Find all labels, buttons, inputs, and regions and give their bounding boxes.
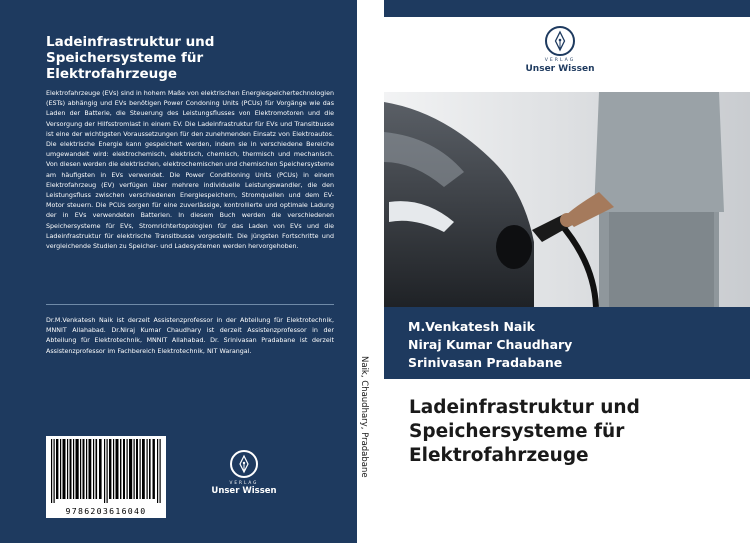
cover-photo bbox=[384, 92, 750, 307]
author-name-2: Niraj Kumar Chaudhary bbox=[408, 337, 573, 352]
author-biography: Dr.M.Venkatesh Naik ist derzeit Assistenzprofessor in der Abteilung für Elektrotechnik, MNNIT Allahabad. Dr.Niraj Kumar Chaudhary ist derzeit Assistenzprofessor in der Abteilung für Elektrotechnik, MNNIT Allahabad. Dr. Srinivasan Pradabane ist derzeit Assistenzprofessor im Fachbereich Elektrotechnik, NIT Warangal. bbox=[46, 317, 334, 355]
back-cover-description: Elektrofahrzeuge (EVs) sind in hohem Maße von elektrischen Energiespeichertechnologien (ESTs) abhängig und EVs benötigen Power Condoning Units (PCUs) für Vorgänge wie das Laden der Batterie, die Steuerung des Leistungsflusses von Elektromotoren und die Versorgung der Hilfsstromlast in einem EV. Die Ladeinfrastruktur für EVs und Transitbusse ist eine der wichtigsten Voraussetzungen für den zunehmenden Einsatz von Elektroautos. Die elektrische Energie kann gespeichert werden, indem sie in verschiedene Bereiche umgewandelt wird: elektrochemisch, elektrisch, chemisch, thermisch und mechanisch. Von diesen werden die elektrischen, elektrochemischen und chemischen Speichersysteme am häufigsten in EVs verwendet. Die Power Conditioning Units (PCUs) in einem Elektrofahrzeug (EV) verfügen über mehrere individuelle Leistungswandler, die den Leistungsfluss zwischen verschiedenen Energiespeichern, Stromquellen und dem EV-Motor steuern. Die PCUs sorgen für eine zuverlässige, kontrollierte und optimale Ladung der in EVs verwendeten Batterien. In diesem Buch werden die verschiedenen Speichersysteme für EVs, Stromrichtertopologien für das Laden von EVs und die Ladeinfrastruktur für elektrische Transitbusse vorgestellt. Die jüngsten Fortschritte und vergleichende Studien zu Speicher- und Ladesystemen werden hervorgehoben. bbox=[46, 90, 334, 251]
pen-nib-emblem-icon bbox=[545, 26, 575, 56]
author-name-1: M.Venkatesh Naik bbox=[408, 319, 535, 334]
publisher-logo-front bbox=[510, 26, 610, 74]
publisher-verlag-label: VERLAG bbox=[544, 58, 576, 63]
publisher-name: Unser Wissen bbox=[211, 486, 277, 496]
back-cover bbox=[0, 0, 357, 543]
publisher-logo-back bbox=[200, 450, 288, 496]
authors-band bbox=[384, 307, 750, 379]
charging-port bbox=[496, 225, 532, 269]
spine-authors: Naik, Chaudhary, Pradabane bbox=[359, 356, 369, 478]
isbn-number: 9786203616040 bbox=[65, 506, 147, 516]
barcode-icon bbox=[49, 439, 163, 503]
publisher-name: Unser Wissen bbox=[525, 64, 595, 74]
pen-nib-emblem-icon bbox=[230, 450, 258, 478]
front-top-bar bbox=[384, 0, 750, 17]
back-cover-title: Ladeinfrastruktur und Speichersysteme für Elektrofahrzeuge bbox=[46, 34, 215, 82]
front-cover-title: Ladeinfrastruktur und Speichersysteme für Elektrofahrzeuge bbox=[409, 397, 640, 466]
author-name-3: Srinivasan Pradabane bbox=[408, 355, 563, 370]
barcode bbox=[46, 436, 166, 518]
back-cover-divider bbox=[46, 304, 334, 305]
publisher-verlag-label: VERLAG bbox=[229, 480, 259, 485]
